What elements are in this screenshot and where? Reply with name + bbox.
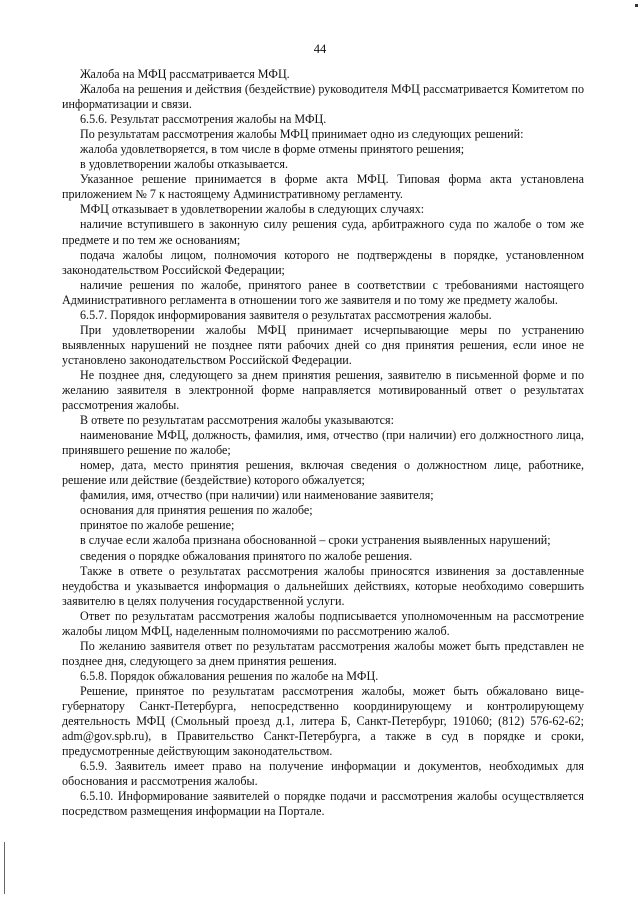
paragraph: МФЦ отказывает в удовлетворении жалобы в следующих случаях: <box>80 202 425 217</box>
paragraph: Также в ответе о результатах рассмотрения жалобы приносятся извинения за доставленные неудобства и указывается информация о дальнейших действиях, которые необходимо совершить заявителю в целях получения государственной услуги. <box>62 563 584 608</box>
list-item: фамилия, имя, отчество (при наличии) или наименование заявителя; <box>80 488 434 503</box>
paragraph: При удовлетворении жалобы МФЦ принимает исчерпывающие меры по устранению выявленных нарушений не позднее пяти рабочих дней со дня принятия решения, если иное не установлено законодательством Российской Федерации. <box>62 322 584 367</box>
paragraph: В ответе по результатам рассмотрения жалобы указываются: <box>80 413 394 428</box>
paragraph: По результатам рассмотрения жалобы МФЦ принимает одно из следующих решений: <box>80 127 524 142</box>
list-item: сведения о порядке обжалования принятого по жалобе решения. <box>80 548 413 563</box>
list-item: основания для принятия решения по жалобе; <box>80 503 313 518</box>
paragraph: По желанию заявителя ответ по результатам рассмотрения жалобы может быть представлен не позднее дня, следующего за днем принятия решения. <box>62 638 584 668</box>
section-heading: 6.5.6. Результат рассмотрения жалобы на МФЦ. <box>80 112 327 127</box>
list-item: наличие решения по жалобе, принятого ранее в соответствии с требованиями настоящего Административного регламента в отношении того же заявителя и по тому же предмету жалобы. <box>62 277 584 307</box>
list-item: в удовлетворении жалобы отказывается. <box>80 157 289 172</box>
paragraph: Не позднее дня, следующего за днем принятия решения, заявителю в письменной форме и по желанию заявителя в электронной форме направляется мотивированный ответ о результатах рассмотрения жалобы. <box>62 367 584 413</box>
paragraph: Указанное решение принимается в форме акта МФЦ. Типовая форма акта установлена приложением № 7 к настоящему Административному регламенту. <box>62 172 584 202</box>
section-heading: 6.5.7. Порядок информирования заявителя о результатах рассмотрения жалобы. <box>80 307 492 322</box>
paragraph: Жалоба на МФЦ рассматривается МФЦ. <box>80 67 290 81</box>
document-body <box>62 67 584 819</box>
list-item: жалоба удовлетворяется, в том числе в форме отмены принятого решения; <box>80 142 465 157</box>
section-heading: 6.5.9. Заявитель имеет право на получение информации и документов, необходимых для обоснования и рассмотрения жалобы. <box>62 759 584 789</box>
paragraph: Жалоба на решения и действия (бездействие) руководителя МФЦ рассматривается Комитетом по информатизации и связи. <box>62 82 584 112</box>
page-number: 44 <box>313 42 327 56</box>
scan-edge-line <box>4 842 5 894</box>
list-item: наименование МФЦ, должность, фамилия, имя, отчество (при наличии) его должностного лица, принявшего решение по жалобе; <box>62 428 584 458</box>
list-item: наличие вступившего в законную силу решения суда, арбитражного суда по жалобе о том же предмете и по тем же основаниям; <box>62 217 584 247</box>
paragraph: Ответ по результатам рассмотрения жалобы подписывается уполномоченным на рассмотрение жалобы лицом МФЦ, наделенным полномочиями по рассмотрению жалоб. <box>62 608 584 638</box>
section-heading: 6.5.10. Информирование заявителей о порядке подачи и рассмотрения жалобы осуществляется посредством размещения информации на Портале. <box>62 789 584 819</box>
list-item: в случае если жалоба признана обоснованной – сроки устранения выявленных нарушений; <box>80 533 551 548</box>
scan-artifact <box>635 4 638 7</box>
section-heading: 6.5.8. Порядок обжалования решения по жалобе на МФЦ. <box>80 668 379 683</box>
paragraph: Решение, принятое по результатам рассмотрения жалобы, может быть обжаловано вице-губернатору Санкт-Петербурга, непосредственно координирующему и контролирующему деятельность МФЦ (Смольный проезд д.1, литера Б, Санкт-Петербург, 191060; (812) 576-62-62; adm@gov.spb.ru), в Правительство Санкт-Петербурга, а также в суд в порядке и сроки, предусмотренные действующим законодательством. <box>62 683 584 759</box>
list-item: номер, дата, место принятия решения, включая сведения о должностном лице, работнике, решение или действие (бездействие) которого обжалуется; <box>62 458 584 488</box>
list-item: принятое по жалобе решение; <box>80 518 235 533</box>
list-item: подача жалобы лицом, полномочия которого не подтверждены в порядке, установленном законодательством Российской Федерации; <box>62 247 584 277</box>
